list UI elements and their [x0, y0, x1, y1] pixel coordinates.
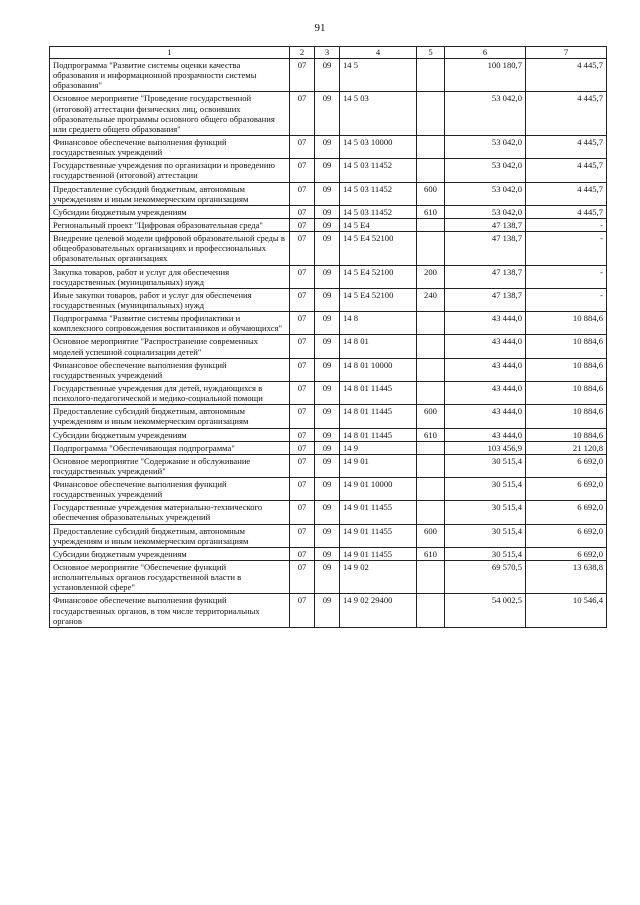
target-article-code: 14 5 [340, 59, 417, 92]
section-code: 07 [290, 288, 315, 311]
table-row [50, 59, 607, 92]
amount-col-6: 103 456,9 [445, 441, 526, 454]
section-code: 07 [290, 232, 315, 265]
amount-col-7: 10 884,6 [526, 381, 607, 404]
expense-type-code [417, 218, 445, 231]
table-row [50, 358, 607, 381]
amount-col-6: 47 138,7 [445, 265, 526, 288]
amount-col-6: 30 515,4 [445, 524, 526, 547]
amount-col-6: 43 444,0 [445, 428, 526, 441]
amount-col-6: 43 444,0 [445, 405, 526, 428]
amount-col-7: 10 546,4 [526, 594, 607, 627]
amount-col-6: 30 515,4 [445, 501, 526, 524]
amount-col-7: 4 445,7 [526, 205, 607, 218]
budget-item-name: Субсидии бюджетным учреждениям [50, 205, 290, 218]
table-row [50, 381, 607, 404]
target-article-code: 14 5 03 11452 [340, 205, 417, 218]
budget-item-name: Подпрограмма "Развитие системы оценки качества образования и информационной прозрачности системы образования" [50, 59, 290, 92]
table-row [50, 218, 607, 231]
column-header-3: 3 [315, 47, 340, 59]
target-article-code: 14 5 E4 52100 [340, 265, 417, 288]
subsection-code: 09 [315, 265, 340, 288]
subsection-code: 09 [315, 232, 340, 265]
amount-col-6: 53 042,0 [445, 135, 526, 158]
table-row [50, 92, 607, 136]
column-header-4: 4 [340, 47, 417, 59]
expense-type-code: 240 [417, 288, 445, 311]
amount-col-7: - [526, 288, 607, 311]
expense-type-code [417, 594, 445, 627]
table-row [50, 561, 607, 594]
table-row [50, 159, 607, 182]
target-article-code: 14 5 E4 [340, 218, 417, 231]
amount-col-6: 54 002,5 [445, 594, 526, 627]
expense-type-code: 610 [417, 428, 445, 441]
budget-item-name: Финансовое обеспечение выполнения функций государственных органов, в том числе территориальных органов [50, 594, 290, 627]
section-code: 07 [290, 501, 315, 524]
expense-type-code: 600 [417, 524, 445, 547]
amount-col-7: - [526, 232, 607, 265]
section-code: 07 [290, 547, 315, 560]
amount-col-7: 6 692,0 [526, 547, 607, 560]
section-code: 07 [290, 358, 315, 381]
target-article-code: 14 9 02 [340, 561, 417, 594]
table-row [50, 524, 607, 547]
expense-type-code [417, 501, 445, 524]
target-article-code: 14 9 01 11455 [340, 524, 417, 547]
target-article-code: 14 8 01 11445 [340, 381, 417, 404]
section-code: 07 [290, 218, 315, 231]
budget-table [49, 46, 607, 628]
amount-col-7: 10 884,6 [526, 428, 607, 441]
target-article-code: 14 5 03 10000 [340, 135, 417, 158]
amount-col-7: 4 445,7 [526, 59, 607, 92]
budget-item-name: Финансовое обеспечение выполнения функций государственных учреждений [50, 478, 290, 501]
expense-type-code [417, 92, 445, 136]
amount-col-6: 53 042,0 [445, 182, 526, 205]
amount-col-6: 43 444,0 [445, 335, 526, 358]
amount-col-7: 6 692,0 [526, 478, 607, 501]
section-code: 07 [290, 405, 315, 428]
amount-col-7: 10 884,6 [526, 358, 607, 381]
budget-item-name: Финансовое обеспечение выполнения функций государственных учреждений [50, 358, 290, 381]
subsection-code: 09 [315, 312, 340, 335]
table-body [50, 59, 607, 628]
subsection-code: 09 [315, 335, 340, 358]
amount-col-6: 53 042,0 [445, 159, 526, 182]
budget-item-name: Региональный проект "Цифровая образовательная среда" [50, 218, 290, 231]
section-code: 07 [290, 561, 315, 594]
amount-col-7: - [526, 265, 607, 288]
target-article-code: 14 5 03 [340, 92, 417, 136]
section-code: 07 [290, 92, 315, 136]
subsection-code: 09 [315, 92, 340, 136]
amount-col-7: 4 445,7 [526, 135, 607, 158]
section-code: 07 [290, 454, 315, 477]
amount-col-6: 53 042,0 [445, 92, 526, 136]
budget-item-name: Основное мероприятие "Содержание и обслуживание государственных учреждений" [50, 454, 290, 477]
column-header-7: 7 [526, 47, 607, 59]
budget-item-name: Иные закупки товаров, работ и услуг для обеспечения государственных (муниципальных) нужд [50, 288, 290, 311]
expense-type-code [417, 441, 445, 454]
section-code: 07 [290, 159, 315, 182]
section-code: 07 [290, 441, 315, 454]
expense-type-code [417, 335, 445, 358]
target-article-code: 14 9 01 11455 [340, 547, 417, 560]
expense-type-code [417, 312, 445, 335]
budget-item-name: Финансовое обеспечение выполнения функций государственных учреждений [50, 135, 290, 158]
amount-col-6: 30 515,4 [445, 547, 526, 560]
target-article-code: 14 9 01 11455 [340, 501, 417, 524]
expense-type-code [417, 561, 445, 594]
subsection-code: 09 [315, 59, 340, 92]
subsection-code: 09 [315, 205, 340, 218]
table-row [50, 454, 607, 477]
budget-item-name: Предоставление субсидий бюджетным, автономным учреждениям и иным некоммерческим организациям [50, 524, 290, 547]
subsection-code: 09 [315, 182, 340, 205]
section-code: 07 [290, 182, 315, 205]
amount-col-6: 47 138,7 [445, 218, 526, 231]
target-article-code: 14 8 [340, 312, 417, 335]
amount-col-7: 10 884,6 [526, 405, 607, 428]
table-row [50, 288, 607, 311]
budget-item-name: Основное мероприятие "Обеспечение функций исполнительных органов государственной власти в установленной сфере" [50, 561, 290, 594]
budget-item-name: Подпрограмма "Развитие системы профилактики и комплексного сопровождения воспитанников и обучающихся" [50, 312, 290, 335]
table-row [50, 405, 607, 428]
table-row [50, 501, 607, 524]
amount-col-7: 21 120,8 [526, 441, 607, 454]
amount-col-6: 30 515,4 [445, 454, 526, 477]
amount-col-7: 10 884,6 [526, 335, 607, 358]
table-header [50, 47, 607, 59]
target-article-code: 14 5 03 11452 [340, 182, 417, 205]
section-code: 07 [290, 524, 315, 547]
table-row [50, 182, 607, 205]
table-row [50, 232, 607, 265]
amount-col-6: 47 138,7 [445, 288, 526, 311]
amount-col-6: 47 138,7 [445, 232, 526, 265]
amount-col-7: 10 884,6 [526, 312, 607, 335]
expense-type-code [417, 232, 445, 265]
expense-type-code: 200 [417, 265, 445, 288]
expense-type-code [417, 135, 445, 158]
expense-type-code: 610 [417, 547, 445, 560]
section-code: 07 [290, 265, 315, 288]
subsection-code: 09 [315, 218, 340, 231]
column-header-6: 6 [445, 47, 526, 59]
target-article-code: 14 9 02 29400 [340, 594, 417, 627]
section-code: 07 [290, 59, 315, 92]
header-row [50, 47, 607, 59]
budget-item-name: Государственные учреждения для детей, нуждающихся в психолого-педагогической и медико-социальной помощи [50, 381, 290, 404]
amount-col-6: 30 515,4 [445, 478, 526, 501]
budget-item-name: Государственные учреждения по организации и проведению государственной (итоговой) аттестации [50, 159, 290, 182]
column-header-5: 5 [417, 47, 445, 59]
target-article-code: 14 8 01 11445 [340, 405, 417, 428]
subsection-code: 09 [315, 358, 340, 381]
target-article-code: 14 8 01 11445 [340, 428, 417, 441]
subsection-code: 09 [315, 594, 340, 627]
subsection-code: 09 [315, 478, 340, 501]
expense-type-code [417, 454, 445, 477]
section-code: 07 [290, 381, 315, 404]
expense-type-code: 600 [417, 182, 445, 205]
budget-item-name: Основное мероприятие "Распространение современных моделей успешной социализации детей" [50, 335, 290, 358]
target-article-code: 14 5 E4 52100 [340, 232, 417, 265]
budget-item-name: Предоставление субсидий бюджетным, автономным учреждениям и иным некоммерческим организациям [50, 405, 290, 428]
amount-col-7: 4 445,7 [526, 182, 607, 205]
amount-col-6: 43 444,0 [445, 358, 526, 381]
amount-col-6: 43 444,0 [445, 381, 526, 404]
subsection-code: 09 [315, 381, 340, 404]
budget-item-name: Субсидии бюджетным учреждениям [50, 547, 290, 560]
amount-col-7: - [526, 218, 607, 231]
table-row [50, 312, 607, 335]
target-article-code: 14 5 03 11452 [340, 159, 417, 182]
table-row [50, 135, 607, 158]
table-row [50, 478, 607, 501]
table-row [50, 547, 607, 560]
subsection-code: 09 [315, 288, 340, 311]
budget-item-name: Закупка товаров, работ и услуг для обеспечения государственных (муниципальных) нужд [50, 265, 290, 288]
table-row [50, 428, 607, 441]
section-code: 07 [290, 312, 315, 335]
subsection-code: 09 [315, 428, 340, 441]
section-code: 07 [290, 594, 315, 627]
section-code: 07 [290, 478, 315, 501]
table-row [50, 594, 607, 627]
expense-type-code: 610 [417, 205, 445, 218]
expense-type-code: 600 [417, 405, 445, 428]
column-header-1: 1 [50, 47, 290, 59]
section-code: 07 [290, 135, 315, 158]
table-row [50, 441, 607, 454]
subsection-code: 09 [315, 547, 340, 560]
page-number: 91 [314, 22, 326, 34]
budget-item-name: Внедрение целевой модели цифровой образовательной среды в общеобразовательных организациях и профессиональных образовательных организациях [50, 232, 290, 265]
subsection-code: 09 [315, 454, 340, 477]
expense-type-code [417, 358, 445, 381]
amount-col-7: 4 445,7 [526, 159, 607, 182]
expense-type-code [417, 478, 445, 501]
expense-type-code [417, 159, 445, 182]
amount-col-7: 13 638,8 [526, 561, 607, 594]
subsection-code: 09 [315, 405, 340, 428]
target-article-code: 14 9 01 10000 [340, 478, 417, 501]
subsection-code: 09 [315, 501, 340, 524]
amount-col-6: 53 042,0 [445, 205, 526, 218]
table-row [50, 265, 607, 288]
section-code: 07 [290, 205, 315, 218]
amount-col-7: 6 692,0 [526, 454, 607, 477]
subsection-code: 09 [315, 524, 340, 547]
section-code: 07 [290, 335, 315, 358]
amount-col-7: 6 692,0 [526, 524, 607, 547]
budget-item-name: Предоставление субсидий бюджетным, автономным учреждениям и иным некоммерческим организациям [50, 182, 290, 205]
amount-col-6: 43 444,0 [445, 312, 526, 335]
subsection-code: 09 [315, 135, 340, 158]
budget-item-name: Основное мероприятие "Проведение государственной (итоговой) аттестации физических лиц, освоивших образовательные программы основного общего образования или среднего общего образования" [50, 92, 290, 136]
amount-col-7: 6 692,0 [526, 501, 607, 524]
amount-col-7: 4 445,7 [526, 92, 607, 136]
expense-type-code [417, 381, 445, 404]
amount-col-6: 69 570,5 [445, 561, 526, 594]
target-article-code: 14 8 01 10000 [340, 358, 417, 381]
expense-type-code [417, 59, 445, 92]
subsection-code: 09 [315, 561, 340, 594]
budget-item-name: Подпрограмма "Обеспечивающая подпрограмма" [50, 441, 290, 454]
budget-item-name: Государственные учреждения материально-технического обеспечения образовательных учреждений [50, 501, 290, 524]
amount-col-6: 100 180,7 [445, 59, 526, 92]
table-row [50, 335, 607, 358]
target-article-code: 14 5 E4 52100 [340, 288, 417, 311]
target-article-code: 14 8 01 [340, 335, 417, 358]
target-article-code: 14 9 [340, 441, 417, 454]
subsection-code: 09 [315, 159, 340, 182]
table-row [50, 205, 607, 218]
target-article-code: 14 9 01 [340, 454, 417, 477]
section-code: 07 [290, 428, 315, 441]
column-header-2: 2 [290, 47, 315, 59]
subsection-code: 09 [315, 441, 340, 454]
budget-item-name: Субсидии бюджетным учреждениям [50, 428, 290, 441]
